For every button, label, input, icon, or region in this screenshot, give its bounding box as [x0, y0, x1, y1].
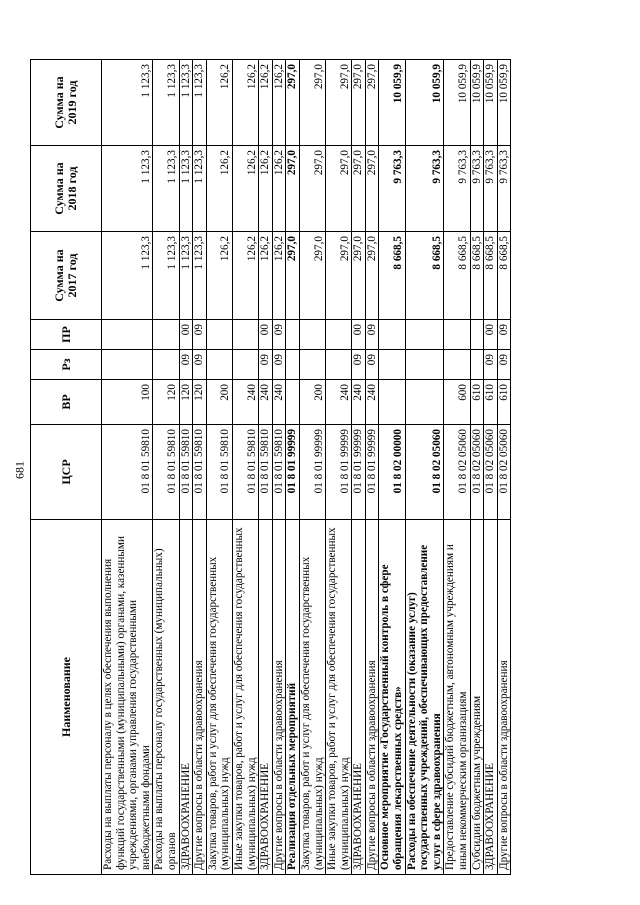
cell-csr: 01 8 01 59810	[193, 425, 207, 520]
cell-csr: 01 8 01 99999	[299, 425, 325, 520]
cell-csr: 01 8 01 99999	[326, 425, 352, 520]
cell-sum-2018: 126,2	[272, 146, 286, 232]
header-sum-2019: Сумма на 2019 год	[31, 60, 102, 146]
table-row	[286, 60, 300, 875]
cell-name: Предоставление субсидий бюджетным, автономным учреждениям и иным некоммерческим организациям	[444, 520, 470, 875]
cell-csr: 01 8 01 59810	[272, 425, 286, 520]
header-rz: Рз	[31, 350, 102, 380]
cell-sum-2017: 8 668,5	[497, 232, 511, 320]
table-row	[444, 60, 470, 875]
cell-pr: 09	[193, 320, 207, 350]
cell-pr: 00	[484, 320, 498, 350]
cell-sum-2017: 1 123,3	[102, 232, 153, 320]
cell-sum-2018: 126,2	[259, 146, 273, 232]
cell-sum-2019: 297,0	[299, 60, 325, 146]
cell-name: ЗДРАВООХРАНЕНИЕ	[352, 520, 366, 875]
cell-sum-2019: 297,0	[365, 60, 379, 146]
cell-vr: 610	[484, 380, 498, 425]
cell-name: ЗДРАВООХРАНЕНИЕ	[179, 520, 193, 875]
cell-csr: 01 8 02 05060	[470, 425, 484, 520]
cell-sum-2019: 1 123,3	[102, 60, 153, 146]
cell-rz: 09	[497, 350, 511, 380]
cell-sum-2017: 297,0	[365, 232, 379, 320]
header-name: Наименование	[31, 520, 102, 875]
cell-sum-2018: 297,0	[286, 146, 300, 232]
cell-rz	[206, 350, 232, 380]
cell-sum-2018: 9 763,3	[405, 146, 444, 232]
cell-sum-2018: 1 123,3	[102, 146, 153, 232]
table-row	[153, 60, 179, 875]
table-row	[299, 60, 325, 875]
table-row	[484, 60, 498, 875]
cell-sum-2019: 297,0	[326, 60, 352, 146]
cell-rz	[102, 350, 153, 380]
cell-rz: 09	[484, 350, 498, 380]
cell-name: Другие вопросы в области здравоохранения	[497, 520, 511, 875]
cell-sum-2019: 10 059,9	[484, 60, 498, 146]
cell-sum-2017: 1 123,3	[153, 232, 179, 320]
cell-csr: 01 8 01 59810	[232, 425, 258, 520]
cell-rz: 09	[179, 350, 193, 380]
cell-vr: 240	[352, 380, 366, 425]
cell-rz	[444, 350, 470, 380]
cell-sum-2018: 1 123,3	[179, 146, 193, 232]
cell-sum-2019: 1 123,3	[153, 60, 179, 146]
cell-vr	[379, 380, 405, 425]
cell-sum-2017: 297,0	[352, 232, 366, 320]
cell-csr: 01 8 01 59810	[206, 425, 232, 520]
cell-sum-2018: 9 763,3	[444, 146, 470, 232]
cell-rz	[232, 350, 258, 380]
cell-vr: 120	[153, 380, 179, 425]
cell-sum-2017: 8 668,5	[444, 232, 470, 320]
table-row	[405, 60, 444, 875]
cell-sum-2018: 126,2	[206, 146, 232, 232]
cell-sum-2018: 126,2	[232, 146, 258, 232]
cell-vr: 200	[206, 380, 232, 425]
cell-pr	[326, 320, 352, 350]
cell-rz: 09	[272, 350, 286, 380]
cell-pr: 09	[497, 320, 511, 350]
cell-rz	[379, 350, 405, 380]
cell-csr: 01 8 02 05060	[444, 425, 470, 520]
cell-name: Другие вопросы в области здравоохранения	[193, 520, 207, 875]
cell-sum-2017: 1 123,3	[193, 232, 207, 320]
cell-sum-2019: 1 123,3	[179, 60, 193, 146]
cell-rz: 09	[193, 350, 207, 380]
cell-sum-2018: 297,0	[352, 146, 366, 232]
cell-name: Реализация отдельных мероприятий	[286, 520, 300, 875]
cell-sum-2019: 126,2	[272, 60, 286, 146]
cell-sum-2019: 10 059,9	[497, 60, 511, 146]
cell-vr: 610	[497, 380, 511, 425]
page-number: 681	[12, 461, 27, 479]
cell-vr: 610	[470, 380, 484, 425]
cell-sum-2018: 9 763,3	[497, 146, 511, 232]
header-csr: ЦСР	[31, 425, 102, 520]
cell-vr: 120	[179, 380, 193, 425]
cell-vr: 240	[326, 380, 352, 425]
cell-csr: 01 8 02 00000	[379, 425, 405, 520]
cell-sum-2017: 8 668,5	[484, 232, 498, 320]
cell-rz: 09	[352, 350, 366, 380]
cell-sum-2018: 9 763,3	[379, 146, 405, 232]
cell-vr: 240	[365, 380, 379, 425]
cell-vr: 200	[299, 380, 325, 425]
cell-name: Расходы на обеспечение деятельности (оказание услуг) государственных учреждений, обеспечивающих предоставление услуг в сфере здравоохранения	[405, 520, 444, 875]
cell-sum-2017: 126,2	[206, 232, 232, 320]
header-vr: ВР	[31, 380, 102, 425]
cell-sum-2017: 8 668,5	[405, 232, 444, 320]
cell-csr: 01 8 01 59810	[102, 425, 153, 520]
cell-pr: 00	[352, 320, 366, 350]
cell-sum-2019: 297,0	[352, 60, 366, 146]
cell-sum-2018: 1 123,3	[193, 146, 207, 232]
cell-csr: 01 8 02 05060	[497, 425, 511, 520]
cell-csr: 01 8 02 05060	[405, 425, 444, 520]
cell-vr: 120	[193, 380, 207, 425]
cell-vr	[286, 380, 300, 425]
cell-sum-2018: 9 763,3	[470, 146, 484, 232]
cell-csr: 01 8 01 99999	[352, 425, 366, 520]
cell-sum-2017: 8 668,5	[379, 232, 405, 320]
cell-name: ЗДРАВООХРАНЕНИЕ	[484, 520, 498, 875]
cell-name: Закупка товаров, работ и услуг для обеспечения государственных (муниципальных) нужд	[206, 520, 232, 875]
cell-pr	[206, 320, 232, 350]
cell-rz	[153, 350, 179, 380]
cell-sum-2019: 10 059,9	[444, 60, 470, 146]
table-header-row	[31, 60, 102, 875]
cell-vr: 600	[444, 380, 470, 425]
cell-sum-2017: 126,2	[272, 232, 286, 320]
table-row	[259, 60, 273, 875]
table-row	[365, 60, 379, 875]
cell-sum-2019: 126,2	[232, 60, 258, 146]
header-pr: ПР	[31, 320, 102, 350]
budget-table	[30, 59, 511, 875]
table-row	[379, 60, 405, 875]
cell-pr: 09	[365, 320, 379, 350]
cell-sum-2017: 1 123,3	[179, 232, 193, 320]
cell-sum-2019: 10 059,9	[470, 60, 484, 146]
cell-sum-2017: 126,2	[259, 232, 273, 320]
table-row	[193, 60, 207, 875]
cell-pr	[379, 320, 405, 350]
cell-csr: 01 8 02 05060	[484, 425, 498, 520]
table-row	[206, 60, 232, 875]
table-body	[102, 60, 511, 875]
cell-pr	[286, 320, 300, 350]
cell-name: Другие вопросы в области здравоохранения	[272, 520, 286, 875]
cell-sum-2019: 1 123,3	[193, 60, 207, 146]
cell-csr: 01 8 01 99999	[286, 425, 300, 520]
cell-sum-2019: 126,2	[259, 60, 273, 146]
cell-name: Иные закупки товаров, работ и услуг для обеспечения государственных (муниципальных) нужд	[232, 520, 258, 875]
cell-rz	[405, 350, 444, 380]
cell-pr	[153, 320, 179, 350]
cell-pr	[470, 320, 484, 350]
cell-name: ЗДРАВООХРАНЕНИЕ	[259, 520, 273, 875]
cell-name: Основное мероприятие «Государственный контроль в сфере обращения лекарственных средств»	[379, 520, 405, 875]
table-row	[352, 60, 366, 875]
table-row	[232, 60, 258, 875]
cell-pr: 00	[259, 320, 273, 350]
cell-pr	[444, 320, 470, 350]
cell-pr: 09	[272, 320, 286, 350]
cell-name: Другие вопросы в области здравоохранения	[365, 520, 379, 875]
cell-csr: 01 8 01 99999	[365, 425, 379, 520]
cell-rz	[286, 350, 300, 380]
cell-name: Иные закупки товаров, работ и услуг для обеспечения государственных (муниципальных) нужд	[326, 520, 352, 875]
cell-sum-2017: 126,2	[232, 232, 258, 320]
cell-sum-2017: 297,0	[326, 232, 352, 320]
cell-csr: 01 8 01 59810	[259, 425, 273, 520]
cell-csr: 01 8 01 59810	[153, 425, 179, 520]
table-row	[497, 60, 511, 875]
table-row	[102, 60, 153, 875]
cell-name: Субсидии бюджетным учреждениям	[470, 520, 484, 875]
cell-sum-2018: 297,0	[326, 146, 352, 232]
cell-rz	[326, 350, 352, 380]
cell-sum-2018: 297,0	[365, 146, 379, 232]
cell-sum-2018: 297,0	[299, 146, 325, 232]
cell-sum-2017: 297,0	[299, 232, 325, 320]
table-row	[470, 60, 484, 875]
cell-vr: 240	[259, 380, 273, 425]
cell-pr	[232, 320, 258, 350]
cell-pr	[102, 320, 153, 350]
cell-vr: 100	[102, 380, 153, 425]
cell-sum-2019: 297,0	[286, 60, 300, 146]
cell-vr	[405, 380, 444, 425]
cell-name: Закупка товаров, работ и услуг для обеспечения государственных (муниципальных) нужд	[299, 520, 325, 875]
cell-sum-2017: 8 668,5	[470, 232, 484, 320]
cell-rz: 09	[365, 350, 379, 380]
cell-rz	[299, 350, 325, 380]
cell-sum-2018: 9 763,3	[484, 146, 498, 232]
table-row	[272, 60, 286, 875]
cell-sum-2018: 1 123,3	[153, 146, 179, 232]
cell-csr: 01 8 01 59810	[179, 425, 193, 520]
cell-pr: 00	[179, 320, 193, 350]
cell-rz	[470, 350, 484, 380]
rotated-page	[30, 60, 600, 875]
cell-vr: 240	[232, 380, 258, 425]
cell-rz: 09	[259, 350, 273, 380]
cell-sum-2017: 297,0	[286, 232, 300, 320]
header-sum-2017: Сумма на 2017 год	[31, 232, 102, 320]
cell-sum-2019: 10 059,9	[379, 60, 405, 146]
table-row	[326, 60, 352, 875]
cell-pr	[299, 320, 325, 350]
table-row	[179, 60, 193, 875]
cell-sum-2019: 10 059,9	[405, 60, 444, 146]
cell-vr: 240	[272, 380, 286, 425]
header-sum-2018: Сумма на 2018 год	[31, 146, 102, 232]
cell-pr	[405, 320, 444, 350]
cell-name: Расходы на выплаты персоналу государственных (муниципальных) органов	[153, 520, 179, 875]
cell-sum-2019: 126,2	[206, 60, 232, 146]
cell-name: Расходы на выплаты персоналу в целях обеспечения выполнения функций государственными (муниципальными) органами, казенными учреждениями, органами управления государственными внебюджетными фондами	[102, 520, 153, 875]
